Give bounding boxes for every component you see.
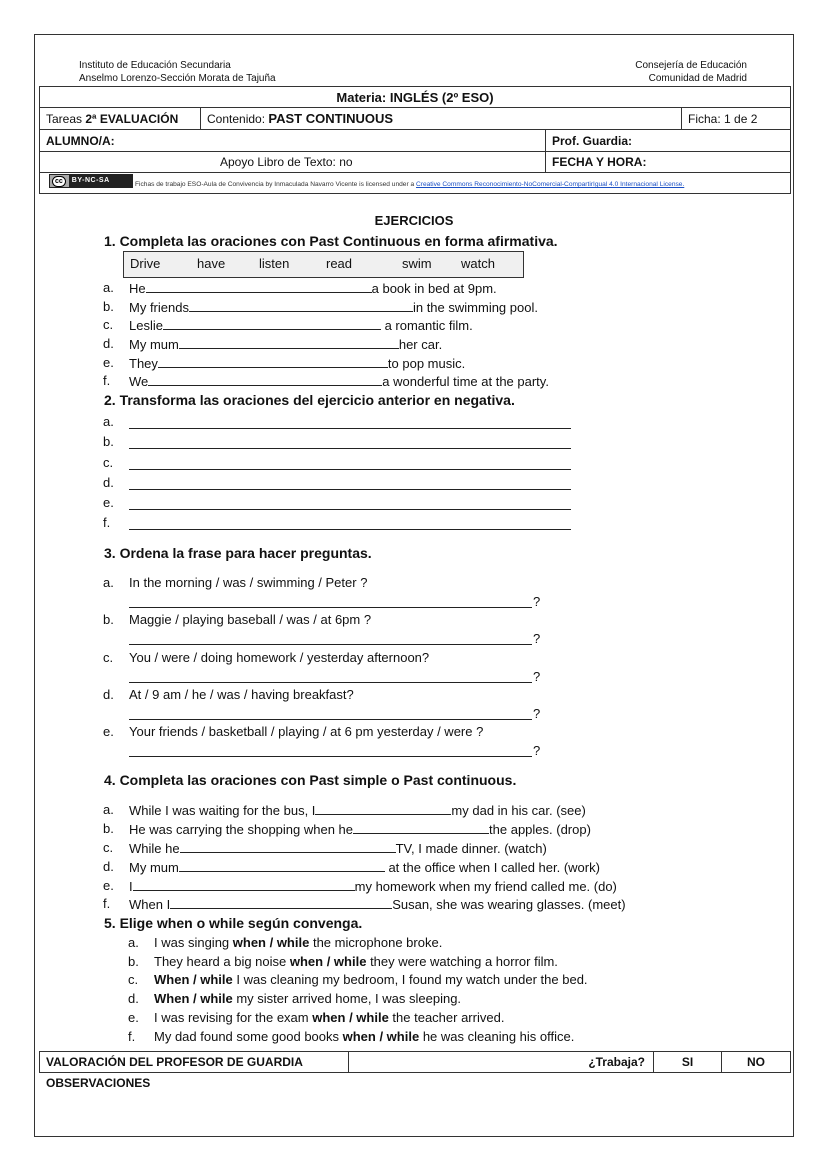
ex4-item-letter: e. [103,878,114,893]
ex3-item-letter: e. [103,724,114,739]
ex5-item [154,935,442,950]
cc-license-badge [49,174,133,188]
ex2-answer-line[interactable] [129,448,571,449]
apoyo-row [39,151,791,173]
ex3-prompt: Maggie / playing baseball / was / at 6pm ? [129,612,372,627]
ex3-prompt: In the morning / was / swimming / Peter ? [129,575,368,590]
ex3-answer-line[interactable] [129,682,532,683]
materia-label: Materia: [336,89,387,105]
materia-row [39,86,791,108]
materia-value: INGLÉS (2º ESO) [389,89,494,105]
region-line1: Consejería de Educación [635,60,747,71]
ex2-item-letter: d. [103,475,114,490]
ex4-item-end: my homework when my friend called me. (do) [354,879,617,894]
ex2-answer-line[interactable] [129,428,571,429]
exercises-title: EJERCICIOS [374,213,454,228]
ex4-item [129,802,586,818]
ex2-item-letter: f. [103,515,111,530]
ex5-item-letter: c. [128,972,139,987]
observaciones-label: OBSERVACIONES [46,1076,151,1090]
ex4-item-letter: f. [103,896,111,911]
ex1-item-letter: d. [103,336,114,351]
ex3-item-letter: c. [103,650,114,665]
ex1-item [129,317,473,333]
ex3-question-mark: ? [533,594,541,609]
valoracion-label: VALORACIÓN DEL PROFESOR DE GUARDIA [46,1055,303,1069]
word-have: have [197,256,226,271]
valoracion-row [39,1051,791,1073]
ex4-answer-blank[interactable] [315,802,451,815]
ex3-question-mark: ? [533,631,541,646]
ex5-item-post: the microphone broke. [309,935,443,950]
ex2-item-letter: e. [103,495,114,510]
ex1-item-letter: c. [103,317,114,332]
ex1-item-letter: b. [103,299,114,314]
license-statement: Fichas de trabajo ESO-Aula de Convivencia by Inmaculada Navarro Vicente is licensed under a [135,181,415,188]
ex1-answer-blank[interactable] [146,280,372,293]
ex5-item-pre: I was singing [154,935,233,950]
ex2-answer-line[interactable] [129,489,571,490]
ex3-prompt: You / were / doing homework / yesterday afternoon? [129,650,430,665]
info-table [39,86,791,228]
ex4-answer-blank[interactable] [179,859,385,872]
license-text [135,181,684,188]
ex4-answer-blank[interactable] [180,840,396,853]
ex2-heading: 2. Transforma las oraciones del ejercicio anterior en negativa. [104,392,515,408]
ex4-item [129,840,547,856]
ex4-item-start: My mum [129,860,179,875]
ex4-item-start: I [129,879,133,894]
ex1-answer-blank[interactable] [163,317,381,330]
ex4-answer-blank[interactable] [133,878,355,891]
ex5-item-letter: a. [128,935,139,950]
ex1-item-letter: e. [103,355,114,370]
contenido-value: PAST CONTINUOUS [268,111,394,126]
ex1-item-end: a book in bed at 9pm. [371,281,497,296]
ex1-answer-blank[interactable] [158,355,388,368]
ex5-choice[interactable]: When / while [154,991,233,1006]
no-option[interactable]: NO [721,1052,790,1072]
ex4-item [129,878,617,894]
ex1-item-end: in the swimming pool. [412,300,538,315]
alumno-label: ALUMNO/A: [46,133,115,148]
ex5-item-pre: They heard a big noise [154,954,290,969]
ex1-item-letter: a. [103,280,114,295]
school-name-line1: Instituto de Educación Secundaria [79,60,231,71]
ex5-choice[interactable]: when / while [232,935,310,950]
trabaja-label: ¿Trabaja? [348,1052,653,1072]
ex1-item [129,336,442,352]
ex5-item-letter: e. [128,1010,139,1025]
tareas-label: Tareas [46,111,83,126]
ficha: Ficha: 1 de 2 [681,108,790,129]
tareas-value: 2ª EVALUACIÓN [85,111,179,126]
ex4-heading: 4. Completa las oraciones con Past simple o Past continuous. [104,772,517,788]
ex2-answer-line[interactable] [129,469,571,470]
ex3-item-letter: d. [103,687,114,702]
ex3-question-mark: ? [533,743,541,758]
ex4-item-letter: a. [103,802,114,817]
ex1-item [129,280,497,296]
ex4-item-letter: c. [103,840,114,855]
ex3-item-letter: b. [103,612,114,627]
ex1-item [129,355,465,371]
ex5-item [154,991,461,1006]
ex1-item-start: We [129,374,149,389]
cc-badge-text: BY-NC-SA [69,175,132,187]
ex1-item-end: to pop music. [387,356,466,371]
ex5-item-letter: d. [128,991,139,1006]
ex5-choice[interactable]: when / while [312,1010,389,1025]
ex5-item-post: they were watching a horror film. [366,954,558,969]
ex5-item-post: I was cleaning my bedroom, I found my watch under the bed. [232,972,588,987]
si-option[interactable]: SI [653,1052,721,1072]
ex2-item-letter: a. [103,414,114,429]
valoracion-table [39,1051,791,1075]
word-bank [123,251,524,278]
license-link[interactable]: Creative Commons Reconocimiento-NoComercial-CompartirIgual 4.0 Internacional License. [416,181,685,188]
ex1-item-start: They [129,356,158,371]
ex1-item-end: a wonderful time at the party. [382,374,549,389]
ex4-item-end: the apples. (drop) [489,822,591,837]
ex4-item [129,821,591,837]
ex3-answer-line[interactable] [129,756,532,757]
ex3-answer-line[interactable] [129,607,532,608]
ex1-answer-blank[interactable] [179,336,399,349]
ex3-question-mark: ? [533,706,541,721]
ex4-item-end: TV, I made dinner. (watch) [395,841,547,856]
ex5-item [154,954,558,969]
ex5-item-post: my sister arrived home, I was sleeping. [232,991,462,1006]
ex3-answer-line[interactable] [129,719,532,720]
ex1-item-start: My mum [129,337,179,352]
alumno-row [39,129,791,152]
ex4-item-start: He was carrying the shopping when he [129,822,354,837]
ex1-item-start: My friends [129,300,189,315]
ex1-item [129,299,538,315]
ex5-heading: 5. Elige when o while según convenga. [104,915,363,931]
word-listen: listen [259,256,290,271]
ex5-item [154,972,588,987]
ex4-answer-blank[interactable] [353,821,489,834]
ex5-choice[interactable]: When / while [154,972,233,987]
ex4-item-letter: d. [103,859,114,874]
prof-guardia-label: Prof. Guardia: [545,130,790,151]
ex5-item-post: he was cleaning his office. [419,1029,575,1044]
ex3-answer-line[interactable] [129,644,532,645]
ex1-answer-blank[interactable] [148,373,382,386]
ex1-item-letter: f. [103,373,111,388]
ex4-item-start: While he [129,841,180,856]
worksheet-page [34,34,794,1137]
ex2-answer-line[interactable] [129,529,571,530]
ex5-item-pre: I was revising for the exam [154,1010,313,1025]
ex4-item-end: at the office when I called her. (work) [384,860,600,875]
ex4-item [129,859,600,875]
ex4-answer-blank[interactable] [170,896,392,909]
ex5-item [154,1010,504,1025]
ex1-item-start: He [129,281,146,296]
ex3-prompt: Your friends / basketball / playing / at 6 pm yesterday / were ? [129,724,484,739]
ex4-item-start: When I [129,897,171,912]
ex5-item [154,1029,574,1044]
ex1-item-start: Leslie [129,318,163,333]
word-drive: Drive [130,256,161,271]
ex1-item-end: a romantic film. [380,318,473,333]
word-swim: swim [402,256,432,271]
word-read: read [326,256,353,271]
ex1-item [129,373,549,389]
apoyo-libro: Apoyo Libro de Texto: no [220,155,353,169]
ex4-item [129,896,626,912]
ex5-item-pre: My dad found some good books [154,1029,343,1044]
ex4-item-start: While I was waiting for the bus, I [129,803,316,818]
ex5-choice[interactable]: when / while [289,954,367,969]
ex5-item-post: the teacher arrived. [388,1010,505,1025]
ex1-item-end: her car. [398,337,443,352]
ex3-prompt: At / 9 am / he / was / having breakfast? [129,687,354,702]
region-line2: Comunidad de Madrid [648,73,747,84]
ex4-item-end: Susan, she was wearing glasses. (meet) [392,897,626,912]
ex3-heading: 3. Ordena la frase para hacer preguntas. [104,545,372,561]
fecha-hora-label: FECHA Y HORA: [545,152,790,172]
ex5-item-letter: b. [128,954,139,969]
word-watch: watch [461,256,495,271]
ex1-heading: 1. Completa las oraciones con Past Continuous en forma afirmativa. [104,233,558,249]
ex2-item-letter: c. [103,455,114,470]
ex4-item-end: my dad in his car. (see) [451,803,586,818]
ex5-item-letter: f. [128,1029,136,1044]
school-name-line2: Anselmo Lorenzo-Sección Morata de Tajuña [79,73,276,84]
ex5-choice[interactable]: when / while [342,1029,420,1044]
ex4-item-letter: b. [103,821,114,836]
cc-icon: cc [52,176,66,187]
contenido-label: Contenido: [207,111,266,126]
ex3-question-mark: ? [533,669,541,684]
tareas-row [39,107,791,130]
ex2-answer-line[interactable] [129,509,571,510]
ex1-answer-blank[interactable] [189,299,413,312]
ex3-item-letter: a. [103,575,114,590]
ex2-item-letter: b. [103,434,114,449]
